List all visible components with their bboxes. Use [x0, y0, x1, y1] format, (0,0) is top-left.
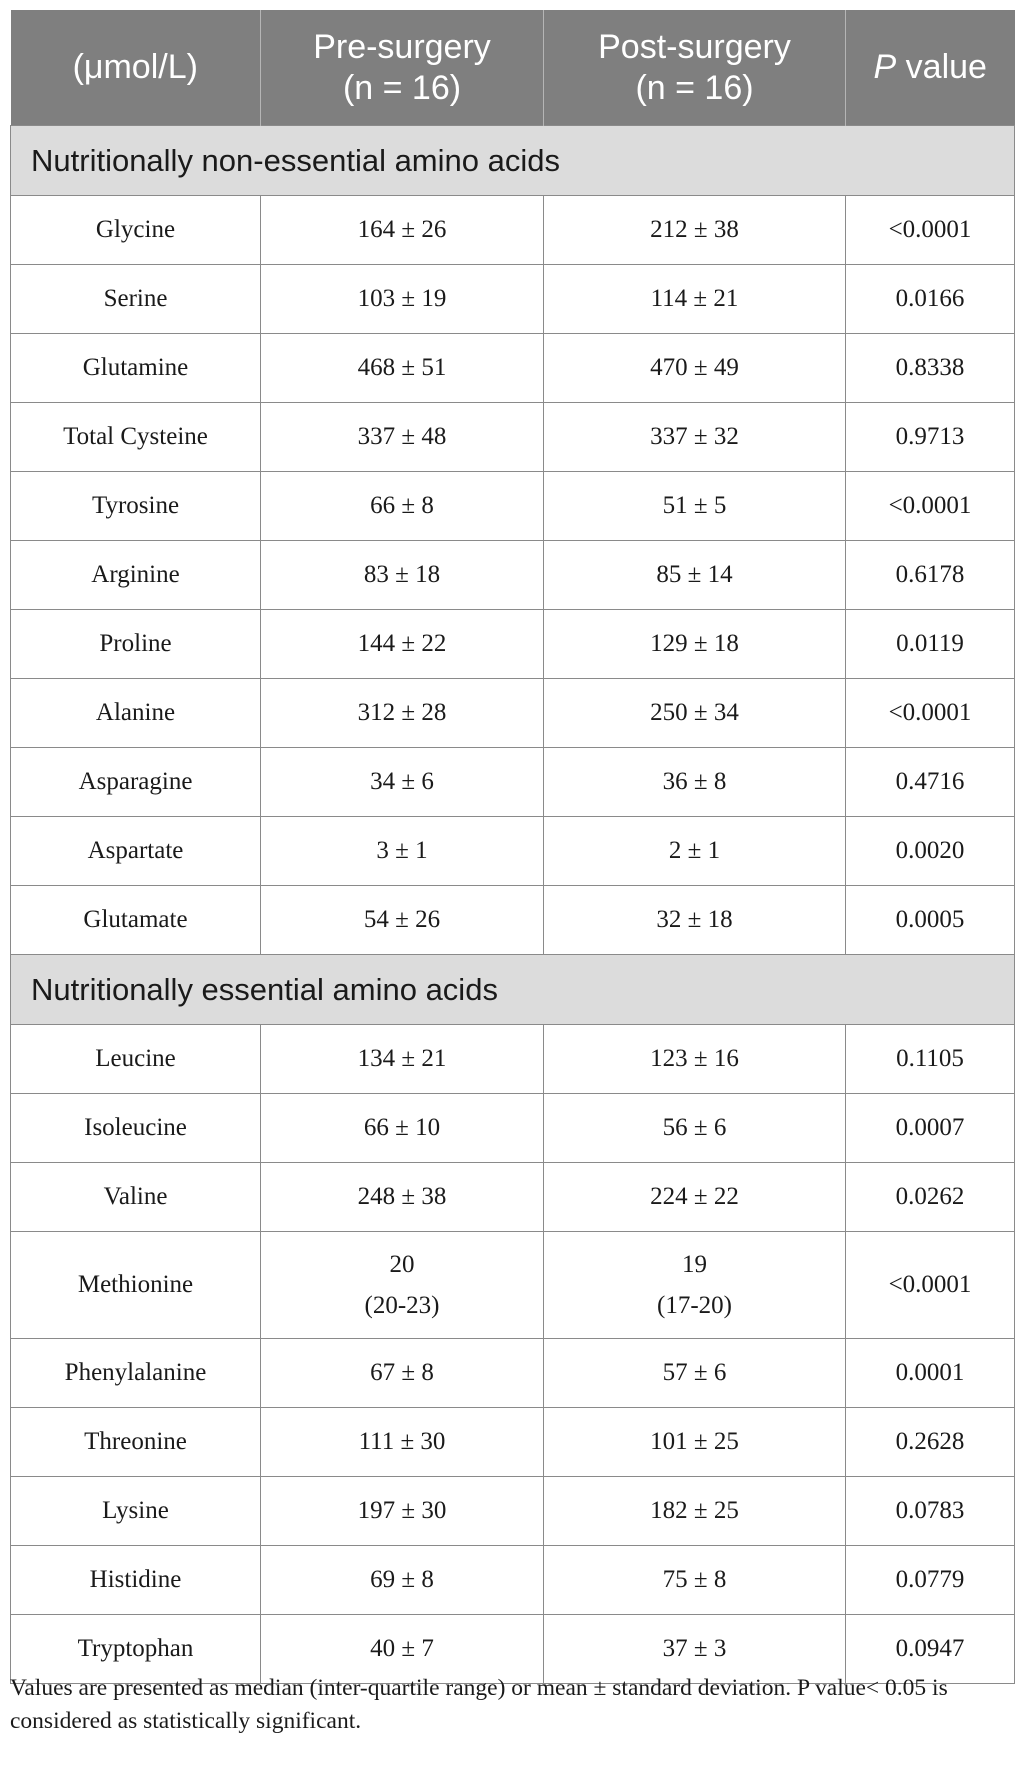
table-body: [11, 126, 1015, 1684]
table-header-row: [11, 10, 1015, 126]
header-p-value: [846, 10, 1015, 126]
pre-surgery-value-line: 20: [389, 1251, 415, 1278]
pre-surgery-value: 337 ± 48: [261, 403, 544, 472]
post-surgery-value: 182 ± 25: [544, 1477, 846, 1546]
section-row: [11, 126, 1015, 196]
table-row: [11, 403, 1015, 472]
post-surgery-value: 101 ± 25: [544, 1408, 846, 1477]
amino-acid-name: Serine: [11, 265, 261, 334]
post-surgery-value: 337 ± 32: [544, 403, 846, 472]
table-row: [11, 265, 1015, 334]
p-value: 0.2628: [846, 1408, 1015, 1477]
post-surgery-value: 123 ± 16: [544, 1025, 846, 1094]
post-surgery-value: 224 ± 22: [544, 1163, 846, 1232]
header-pre-label: Pre-surgery: [313, 27, 491, 66]
amino-acid-name: Tryptophan: [11, 1615, 261, 1684]
p-value: 0.0119: [846, 610, 1015, 679]
amino-acid-name: Methionine: [11, 1232, 261, 1339]
post-surgery-value: 56 ± 6: [544, 1094, 846, 1163]
amino-acid-table: [10, 10, 1015, 1684]
pre-surgery-value: 103 ± 19: [261, 265, 544, 334]
amino-acid-name: Glycine: [11, 196, 261, 265]
table-row: [11, 334, 1015, 403]
p-value: <0.0001: [846, 472, 1015, 541]
table-row: [11, 817, 1015, 886]
amino-acid-name: Proline: [11, 610, 261, 679]
post-surgery-value: [544, 1232, 846, 1339]
amino-acid-name: Histidine: [11, 1546, 261, 1615]
post-surgery-value: 37 ± 3: [544, 1615, 846, 1684]
amino-acid-name: Lysine: [11, 1477, 261, 1546]
table-row: [11, 1339, 1015, 1408]
header-p-italic: P: [873, 48, 897, 86]
p-value: 0.1105: [846, 1025, 1015, 1094]
header-p-rest: value: [896, 48, 987, 86]
table-row: [11, 1025, 1015, 1094]
table-row: [11, 196, 1015, 265]
table-row: [11, 1232, 1015, 1339]
post-surgery-value: 2 ± 1: [544, 817, 846, 886]
post-surgery-value: 32 ± 18: [544, 886, 846, 955]
p-value: 0.0007: [846, 1094, 1015, 1163]
amino-acid-name: Glutamate: [11, 886, 261, 955]
pre-surgery-value: 54 ± 26: [261, 886, 544, 955]
p-value: 0.0005: [846, 886, 1015, 955]
table-footnote: Values are presented as median (inter-quartile range) or mean ± standard deviation. P value< 0.05 is considered as statistically significant.: [10, 1675, 948, 1734]
pre-surgery-value: 3 ± 1: [261, 817, 544, 886]
amino-acid-name: Isoleucine: [11, 1094, 261, 1163]
pre-surgery-value: [261, 1232, 544, 1339]
amino-acid-name: Valine: [11, 1163, 261, 1232]
post-surgery-value-line: 19: [682, 1251, 707, 1278]
pre-surgery-value: 144 ± 22: [261, 610, 544, 679]
p-value: 0.0779: [846, 1546, 1015, 1615]
p-value: 0.4716: [846, 748, 1015, 817]
table-row: [11, 610, 1015, 679]
p-value: 0.0262: [846, 1163, 1015, 1232]
amino-acid-name: Alanine: [11, 679, 261, 748]
amino-acid-name: Glutamine: [11, 334, 261, 403]
pre-surgery-value: 111 ± 30: [261, 1408, 544, 1477]
pre-surgery-value: 67 ± 8: [261, 1339, 544, 1408]
amino-acid-name: Total Cysteine: [11, 403, 261, 472]
p-value: <0.0001: [846, 1232, 1015, 1339]
p-value: 0.9713: [846, 403, 1015, 472]
pre-surgery-value: 164 ± 26: [261, 196, 544, 265]
amino-acid-name: Arginine: [11, 541, 261, 610]
header-unit: (μmol/L): [11, 10, 261, 126]
amino-acid-name: Tyrosine: [11, 472, 261, 541]
pre-surgery-value-line: (20-23): [364, 1292, 440, 1319]
table-row: [11, 1546, 1015, 1615]
amino-acid-table-container: [10, 10, 1014, 1684]
table-row: [11, 1408, 1015, 1477]
table-row: [11, 472, 1015, 541]
section-row: [11, 955, 1015, 1025]
post-surgery-value: 36 ± 8: [544, 748, 846, 817]
header-post-surgery: [544, 10, 846, 126]
post-surgery-value: 250 ± 34: [544, 679, 846, 748]
pre-surgery-value: 83 ± 18: [261, 541, 544, 610]
post-surgery-value: 75 ± 8: [544, 1546, 846, 1615]
p-value: 0.6178: [846, 541, 1015, 610]
header-post-label: Post-surgery: [598, 27, 791, 66]
amino-acid-name: Leucine: [11, 1025, 261, 1094]
pre-surgery-value: 40 ± 7: [261, 1615, 544, 1684]
p-value: 0.0783: [846, 1477, 1015, 1546]
table-row: [11, 1163, 1015, 1232]
post-surgery-value-line: (17-20): [657, 1292, 732, 1319]
amino-acid-name: Asparagine: [11, 748, 261, 817]
p-value: 0.0001: [846, 1339, 1015, 1408]
table-row: [11, 541, 1015, 610]
table-row: [11, 1477, 1015, 1546]
post-surgery-value: 129 ± 18: [544, 610, 846, 679]
pre-surgery-value: 312 ± 28: [261, 679, 544, 748]
pre-surgery-value: 468 ± 51: [261, 334, 544, 403]
post-surgery-value: 85 ± 14: [544, 541, 846, 610]
pre-surgery-value: 134 ± 21: [261, 1025, 544, 1094]
header-pre-n: (n = 16): [342, 68, 462, 107]
table-row: [11, 886, 1015, 955]
table-row: [11, 679, 1015, 748]
pre-surgery-value: 248 ± 38: [261, 1163, 544, 1232]
post-surgery-value: 114 ± 21: [544, 265, 846, 334]
amino-acid-name: Phenylalanine: [11, 1339, 261, 1408]
amino-acid-name: Aspartate: [11, 817, 261, 886]
p-value: 0.8338: [846, 334, 1015, 403]
post-surgery-value: 470 ± 49: [544, 334, 846, 403]
table-row: [11, 1094, 1015, 1163]
p-value: <0.0001: [846, 679, 1015, 748]
pre-surgery-value: 197 ± 30: [261, 1477, 544, 1546]
post-surgery-value: 51 ± 5: [544, 472, 846, 541]
p-value: 0.0166: [846, 265, 1015, 334]
p-value: 0.0020: [846, 817, 1015, 886]
header-pre-surgery: [261, 10, 544, 126]
pre-surgery-value: 34 ± 6: [261, 748, 544, 817]
p-value: 0.0947: [846, 1615, 1015, 1684]
pre-surgery-value: 69 ± 8: [261, 1546, 544, 1615]
post-surgery-value: 57 ± 6: [544, 1339, 846, 1408]
table-row: [11, 748, 1015, 817]
header-post-n: (n = 16): [635, 68, 754, 107]
pre-surgery-value: 66 ± 10: [261, 1094, 544, 1163]
post-surgery-value: 212 ± 38: [544, 196, 846, 265]
p-value: <0.0001: [846, 196, 1015, 265]
section-title: Nutritionally essential amino acids: [11, 955, 1015, 1025]
pre-surgery-value: 66 ± 8: [261, 472, 544, 541]
section-title: Nutritionally non-essential amino acids: [11, 126, 1015, 196]
amino-acid-name: Threonine: [11, 1408, 261, 1477]
